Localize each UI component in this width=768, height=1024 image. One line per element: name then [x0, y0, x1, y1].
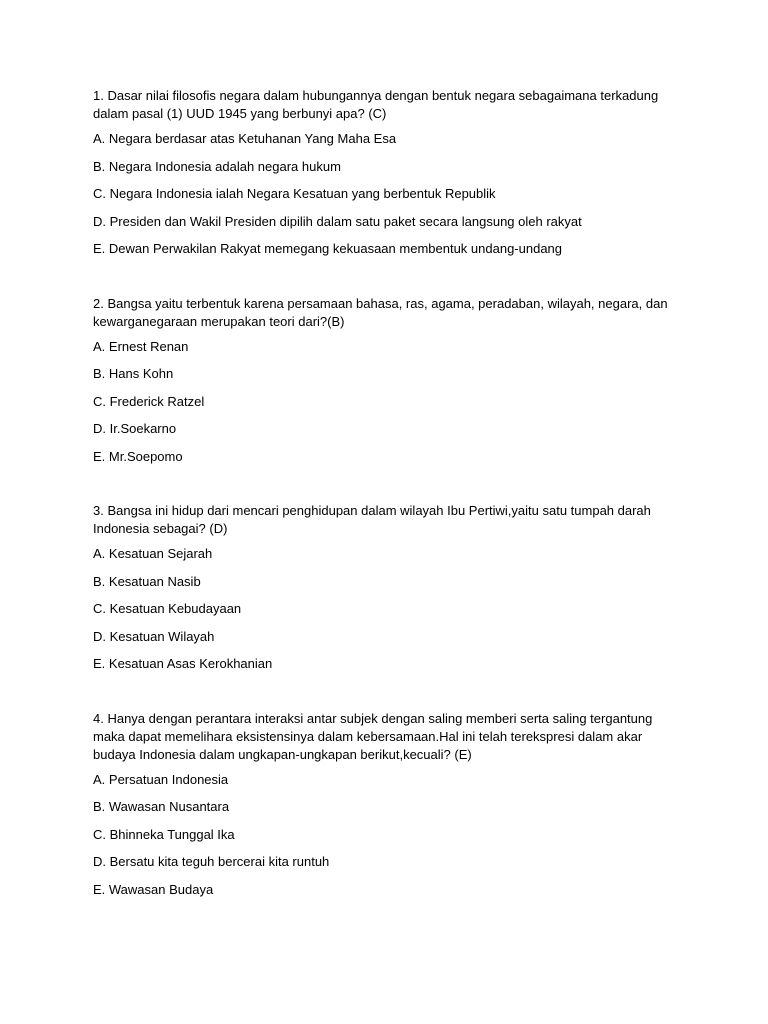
spacer	[93, 475, 673, 502]
spacer	[93, 268, 673, 295]
option-e: E. Dewan Perwakilan Rakyat memegang kekuasaan membentuk undang-undang	[93, 241, 563, 256]
question-3	[93, 502, 673, 673]
option-e: E. Kesatuan Asas Kerokhanian	[93, 656, 273, 671]
option-e: E. Wawasan Budaya	[93, 881, 214, 897]
option-a: A. Kesatuan Sejarah	[93, 546, 213, 561]
option-c: C. Negara Indonesia ialah Negara Kesatuan yang berbentuk Republik	[93, 186, 496, 201]
option-b: B. Negara Indonesia adalah negara hukum	[93, 158, 341, 174]
question-4	[93, 710, 673, 899]
option-b: B. Hans Kohn	[93, 366, 174, 381]
question-text: 4. Hanya dengan perantara interaksi antar subjek dengan saling memberi serta saling tergantung maka dapat memelihara eksistensinya dalam kebersamaan.Hal ini telah terekspresi dalam akar budaya Indonesia dalam ungkapan-ungkapan berikut,kecuali? (E)	[93, 710, 653, 762]
option-d: D. Kesatuan Wilayah	[93, 628, 215, 644]
option-d: D. Presiden dan Wakil Presiden dipilih dalam satu paket secara langsung oleh rakyat	[93, 213, 582, 229]
document-page	[93, 87, 673, 908]
option-c: C. Kesatuan Kebudayaan	[93, 601, 242, 616]
question-2	[93, 295, 673, 466]
spacer	[93, 683, 673, 710]
option-d: D. Bersatu kita teguh bercerai kita runtuh	[93, 854, 330, 869]
option-c: C. Bhinneka Tunggal Ika	[93, 826, 235, 842]
option-a: A. Persatuan Indonesia	[93, 771, 229, 787]
option-b: B. Wawasan Nusantara	[93, 799, 230, 814]
question-1	[93, 87, 673, 258]
option-c: C. Frederick Ratzel	[93, 393, 205, 409]
option-b: B. Kesatuan Nasib	[93, 573, 201, 589]
option-e: E. Mr.Soepomo	[93, 448, 183, 464]
question-text: 1. Dasar nilai filosofis negara dalam hubungannya dengan bentuk negara sebagaimana terkadung dalam pasal (1) UUD 1945 yang berbunyi apa? (C)	[93, 88, 659, 121]
option-a: A. Ernest Renan	[93, 338, 189, 354]
option-d: D. Ir.Soekarno	[93, 421, 177, 436]
question-text: 2. Bangsa yaitu terbentuk karena persamaan bahasa, ras, agama, peradaban, wilayah, negara, dan kewarganegaraan merupakan teori dari?(B)	[93, 295, 668, 329]
question-text: 3. Bangsa ini hidup dari mencari penghidupan dalam wilayah Ibu Pertiwi,yaitu satu tumpah darah Indonesia sebagai? (D)	[93, 503, 651, 536]
option-a: A. Negara berdasar atas Ketuhanan Yang Maha Esa	[93, 131, 397, 146]
